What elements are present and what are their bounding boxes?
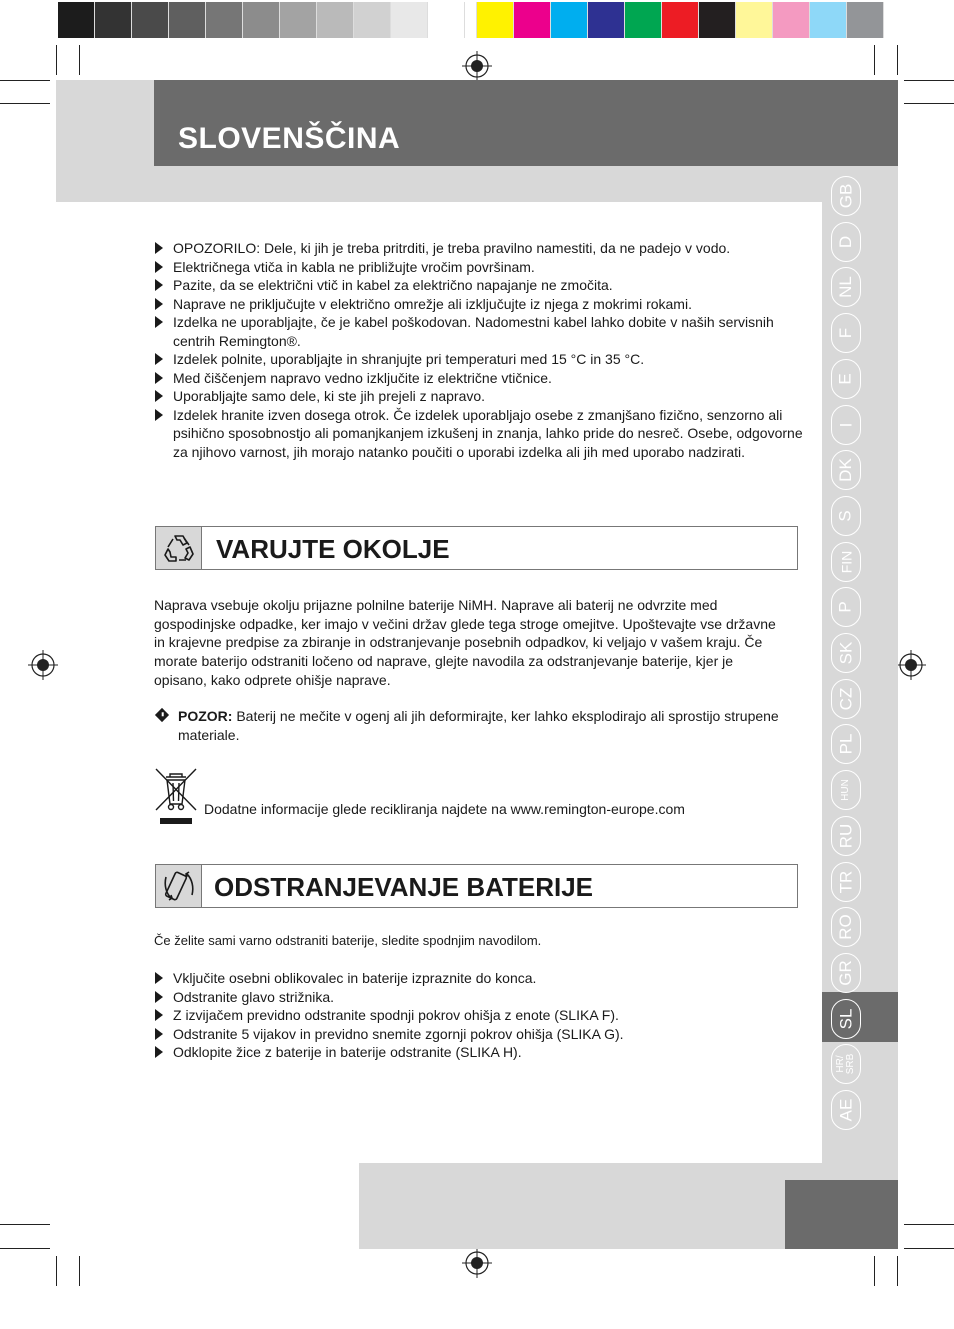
recycling-info: Dodatne informacije glede recikliranja najdete na www.remington-europe.com xyxy=(204,801,685,817)
color-swatch xyxy=(206,2,243,38)
environment-paragraph: Naprava vsebuje okolju prijazne polnilne baterije NiMH. Naprave ali baterij ne odvrzite med gospodinjske odpadke, ker imajo v večini držav glede tega stroge omejitve. Upoštevajte vse državne in krajevne predpise za zbiranje in odstranjevanje posebnih odpadkov, ki veljajo v vašem kraju. Če morate baterijo odstraniti ločeno od naprave, glejte navodila za odstranjevanje baterije, kjer je opisano, kako odprete ohišje naprave. xyxy=(154,597,776,688)
battery-step: Odklopite žice z baterije in baterije odstranite (SLIKA H). xyxy=(154,1043,794,1062)
recycle-icon xyxy=(156,527,202,569)
color-swatch xyxy=(95,2,132,38)
crop-mark xyxy=(904,103,954,104)
language-tab-label: E xyxy=(836,373,855,385)
safety-list xyxy=(154,239,804,461)
language-tab-p[interactable] xyxy=(831,587,861,627)
language-tab-sk[interactable] xyxy=(831,633,861,673)
color-swatch xyxy=(354,2,391,38)
language-tab-e[interactable] xyxy=(831,359,861,399)
safety-item: OPOZORILO: Dele, ki jih je treba pritrditi, je treba pravilno namestiti, da ne padejo v vodo. xyxy=(154,239,804,258)
registration-mark-icon xyxy=(28,650,58,680)
environment-section-header xyxy=(155,526,798,570)
color-swatch xyxy=(243,2,280,38)
language-tab-sl[interactable] xyxy=(831,999,861,1039)
language-tab-label: GR xyxy=(836,960,855,986)
safety-item: Pazite, da se električni vtič in kabel za električno napajanje ne zmočita. xyxy=(154,276,804,295)
crop-mark xyxy=(56,45,57,75)
language-tab-fin[interactable] xyxy=(831,542,861,582)
crop-mark xyxy=(0,103,50,104)
language-tab-label: GB xyxy=(836,183,855,209)
safety-item: Med čiščenjem napravo vedno izključite iz električne vtičnice. xyxy=(154,369,804,388)
crop-mark xyxy=(904,1224,954,1225)
registration-mark-icon xyxy=(462,51,492,81)
safety-item: Naprave ne priključujte v električno omrežje ali izključujte iz njega z mokrimi rokami. xyxy=(154,295,804,314)
crop-mark xyxy=(0,1224,50,1225)
weee-crossed-bin-icon xyxy=(155,768,197,826)
language-tab-dk[interactable] xyxy=(831,450,861,490)
language-tab-label: HUN xyxy=(839,779,851,801)
battery-step: Odstranite glavo strižnika. xyxy=(154,988,794,1007)
color-swatch xyxy=(736,2,773,38)
language-tab-label: DK xyxy=(836,458,855,482)
language-tab-label: TR xyxy=(835,870,855,893)
language-tab-i[interactable] xyxy=(831,405,861,445)
safety-item: Izdelek polnite, uporabljajte in shranjujte pri temperaturi med 15 °C in 35 °C. xyxy=(154,350,804,369)
language-tab-label: RU xyxy=(836,823,855,849)
language-tab-label: PL xyxy=(835,733,855,755)
safety-item: Električnega vtiča in kabla ne približujte vročim površinam. xyxy=(154,258,804,277)
crop-mark xyxy=(0,1248,50,1249)
language-tab-ro[interactable] xyxy=(831,907,861,947)
crop-mark xyxy=(874,1256,875,1286)
language-tab-label: HR/ SRB xyxy=(835,1054,856,1075)
registration-mark-icon xyxy=(896,650,926,680)
language-tab-hun[interactable] xyxy=(831,770,861,810)
battery-step: Z izvijačem previdno odstranite spodnji pokrov ohišja z enote (SLIKA F). xyxy=(154,1006,794,1025)
language-tab-gr[interactable] xyxy=(831,953,861,993)
crop-mark xyxy=(904,1248,954,1249)
language-tab-s[interactable] xyxy=(831,496,861,536)
safety-item: Izdelka ne uporabljajte, če je kabel poškodovan. Nadomestni kabel lahko dobite v naših servisnih centrih Remington®. xyxy=(154,313,804,350)
color-swatch xyxy=(588,2,625,38)
crop-mark xyxy=(56,1256,57,1286)
color-swatch xyxy=(169,2,206,38)
page-number-box xyxy=(785,1180,898,1249)
battery-section-header xyxy=(155,864,798,908)
color-swatch xyxy=(391,2,428,38)
language-tab-gb[interactable] xyxy=(831,176,861,216)
language-tab-tr[interactable] xyxy=(831,862,861,902)
color-swatch xyxy=(625,2,662,38)
crop-mark xyxy=(897,1256,898,1286)
color-swatch xyxy=(810,2,847,38)
language-tab-label: NL xyxy=(835,276,855,299)
color-calibration-bar xyxy=(58,2,898,38)
battery-intro: Če želite sami varno odstraniti baterije, sledite spodnjim navodilom. xyxy=(154,933,542,948)
color-swatch xyxy=(428,2,465,38)
color-swatch xyxy=(465,2,477,38)
language-tab-hrsrb[interactable] xyxy=(831,1044,861,1084)
battery-step: Odstranite 5 vijakov in previdno snemite zgornji pokrov ohišja (SLIKA G). xyxy=(154,1025,794,1044)
language-tab-label: CZ xyxy=(835,687,855,711)
language-tab-d[interactable] xyxy=(831,222,861,262)
registration-mark-icon xyxy=(462,1248,492,1278)
page-title: SLOVENŠČINA xyxy=(178,122,401,155)
language-tab-label: RO xyxy=(836,914,855,940)
warning-note xyxy=(154,707,794,744)
warning-label: POZOR: xyxy=(178,708,233,724)
color-swatch xyxy=(317,2,354,38)
color-swatch xyxy=(280,2,317,38)
color-swatch xyxy=(551,2,588,38)
battery-steps-list xyxy=(154,969,794,1062)
crop-mark xyxy=(0,80,50,81)
color-swatch xyxy=(699,2,736,38)
language-tab-label: SK xyxy=(836,641,855,665)
battery-step: Vključite osebni oblikovalec in baterije izpraznite do konca. xyxy=(154,969,794,988)
language-tab-label: F xyxy=(835,327,855,339)
crop-mark xyxy=(79,45,80,75)
language-tab-ru[interactable] xyxy=(831,816,861,856)
language-tab-label: S xyxy=(836,510,855,522)
battery-heading: ODSTRANJEVANJE BATERIJE xyxy=(214,872,593,902)
color-swatch xyxy=(477,2,514,38)
language-tab-label: AE xyxy=(836,1098,855,1122)
color-swatch xyxy=(132,2,169,38)
language-tab-label: SL xyxy=(835,1008,855,1029)
language-tab-cz[interactable] xyxy=(831,679,861,719)
color-swatch xyxy=(847,2,884,38)
crop-mark xyxy=(874,45,875,75)
language-tab-ae[interactable] xyxy=(831,1090,861,1130)
color-swatch xyxy=(514,2,551,38)
language-tab-label: D xyxy=(836,235,855,248)
warning-icon xyxy=(155,708,169,722)
crop-mark xyxy=(79,1256,80,1286)
color-swatch xyxy=(662,2,699,38)
language-tab-label: I xyxy=(835,422,855,427)
color-swatch xyxy=(773,2,810,38)
language-tab-f[interactable] xyxy=(831,313,861,353)
language-tab-nl[interactable] xyxy=(831,267,861,307)
safety-item: Uporabljajte samo dele, ki ste jih prejeli z napravo. xyxy=(154,387,804,406)
crop-mark xyxy=(897,45,898,75)
language-tab-pl[interactable] xyxy=(831,724,861,764)
crop-mark xyxy=(904,80,954,81)
safety-item: Izdelek hranite izven dosega otrok. Če izdelek uporabljajo osebe z zmanjšano fizično, senzorno ali psihično sposobnostjo ali pomanjkanjem izkušenj in znanja, lahko pride do nesreč. Osebe, odgovorne za njihovo varnost, jih morajo natanko poučiti o uporabi izdelka ali jih med uporabo nadzirati. xyxy=(154,406,804,462)
color-swatch xyxy=(58,2,95,38)
language-tab-label: FIN xyxy=(838,550,854,573)
environment-heading: VARUJTE OKOLJE xyxy=(216,534,450,564)
language-tab-label: P xyxy=(836,601,855,613)
battery-removal-icon xyxy=(156,865,202,907)
warning-text: Baterij ne mečite v ogenj ali jih deformirajte, ker lahko eksplodirajo ali sprostijo strupene materiale. xyxy=(178,708,779,743)
